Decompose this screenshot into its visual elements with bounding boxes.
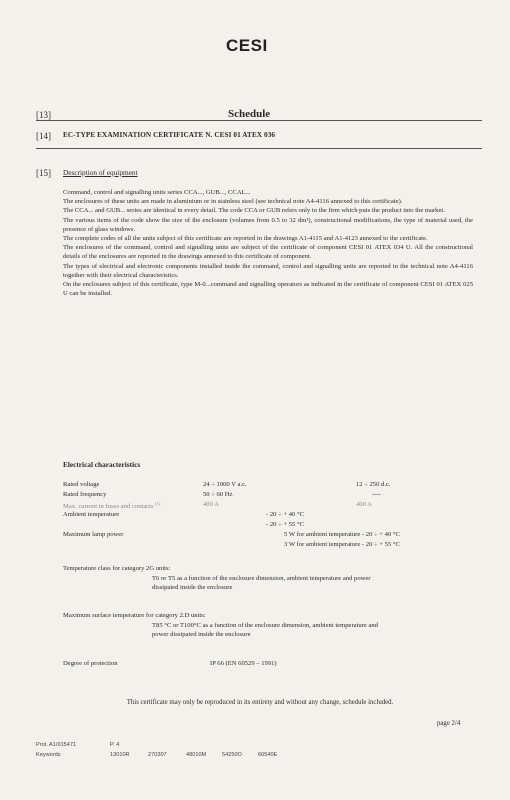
certificate-title: EC-TYPE EXAMINATION CERTIFICATE N. CESI 01 ATEX 036 xyxy=(63,131,276,139)
paragraph: The enclosures of the command, control and signalling units are subject of the certificate of component CESI 01 ATEX 034 U. All the constructional details of the enclosures are reported in the drawings annexed to this certificate of component. xyxy=(63,244,473,261)
schedule-title: Schedule xyxy=(228,108,271,120)
second-rule xyxy=(36,148,482,149)
surface-temperature-line: power dissipated inside the enclosure xyxy=(152,631,251,639)
page-number: page 2/4 xyxy=(437,720,461,727)
ambient-temperature-label: Ambient temperature xyxy=(63,511,120,518)
rated-frequency-dc: ---- xyxy=(372,491,381,498)
keyword: 13010R xyxy=(110,752,130,758)
protocol-label: Prot. A1/015471 xyxy=(36,742,77,748)
paragraph: The enclosures of these units are made in aluminium or in stainless steel (see technical note A4-4116 annexed to this certificate). xyxy=(63,198,403,206)
protection-label: Degree of protection xyxy=(63,660,118,667)
rated-frequency-label: Rated frequency xyxy=(63,491,107,498)
top-rule xyxy=(36,120,482,121)
electrical-heading: Electrical characteristics xyxy=(63,460,141,469)
temperature-class-description xyxy=(152,574,482,592)
footnote-marker: (1) xyxy=(155,501,161,506)
description-heading: Description of equipment xyxy=(63,168,138,177)
section-number-14: [14] xyxy=(36,131,51,141)
surface-temperature-line: T85 °C or T100°C as a function of the enclosure dimension, ambient temperature and xyxy=(152,622,378,629)
paragraph: The complete codes of all the units subject of this certificate are reported in the drawings A1-4115 and A1-4123 annexed to the certificate. xyxy=(63,235,428,243)
cesi-logo: CESI xyxy=(226,36,268,55)
max-current-dc: 400 A xyxy=(356,501,372,508)
rated-voltage-ac: 24 ÷ 1000 V a.c. xyxy=(203,481,247,488)
protection-value: IP 66 (EN 60529 – 1991) xyxy=(210,660,277,667)
temperature-class-line: T6 or T5 as a function of the enclosure dimension, ambient temperature and power xyxy=(152,575,371,582)
rated-frequency-ac: 50 ÷ 60 Hz xyxy=(203,491,233,498)
lamp-power-2: 3 W for ambient temperature - 20 ÷ + 55 °C xyxy=(284,541,400,548)
keyword: 270307 xyxy=(148,752,167,758)
reproduction-note: This certificate may only be reproduced in its entirety and without any change, schedule included. xyxy=(126,699,394,706)
rated-voltage-dc: 12 ÷ 250 d.c. xyxy=(356,481,391,488)
temperature-class-label: Temperature class for category 2G units: xyxy=(63,565,171,572)
protocol-value: P. 4 xyxy=(110,742,120,748)
ambient-temperature-range-2: - 20 ÷ + 55 °C xyxy=(266,521,304,528)
paragraph: The CCA... and GUB... series are identical in every detail. The code CCA or GUB refers only to the firm which puts the product into the market. xyxy=(63,207,445,215)
max-current-ac: 400 A xyxy=(203,501,219,508)
paragraph: The various items of the code show the size of the enclosure (volumes from 0.5 to 32 dm³), constructional modifications, the type of material used, the presence of glass windows. xyxy=(63,216,473,233)
paragraph: The types of electrical and electronic components installed inside the command, control and signalling units are reported in the technical note A4-4116 together with their electrical characteristics. xyxy=(63,262,473,279)
description-body xyxy=(63,188,473,298)
max-current-label: Max. current in fuses and contacts $^{(1)}$ xyxy=(63,501,161,511)
section-number-13: [13] xyxy=(36,110,51,120)
surface-temperature-label: Maximum surface temperature for category 2.D units: xyxy=(63,612,206,619)
ambient-temperature-range-1: - 20 ÷ + 40 °C xyxy=(266,511,304,518)
lamp-power-label: Maximum lamp power xyxy=(63,531,124,538)
lamp-power-1: 5 W for ambient temperature - 20 ÷ + 40 °C xyxy=(284,531,400,538)
section-number-15: [15] xyxy=(36,168,51,178)
keyword: 48010M xyxy=(186,752,207,758)
paragraph: Command, control and signalling units series CCA..., GUB..., CCAL... xyxy=(63,189,251,196)
surface-temperature-description xyxy=(152,621,482,639)
temperature-class-line: dissipated inside the enclosure xyxy=(152,584,233,592)
paragraph: On the enclosures subject of this certificate, type M-0...command and signalling operators as indicated in the certificate of component CESI 01 ATEX 025 U can be installed. xyxy=(63,281,473,298)
keywords-label: Keywords xyxy=(36,752,61,758)
rated-voltage-label: Rated voltage xyxy=(63,481,100,488)
keyword: 54250O xyxy=(222,752,242,758)
keyword: 66540E xyxy=(258,752,278,758)
